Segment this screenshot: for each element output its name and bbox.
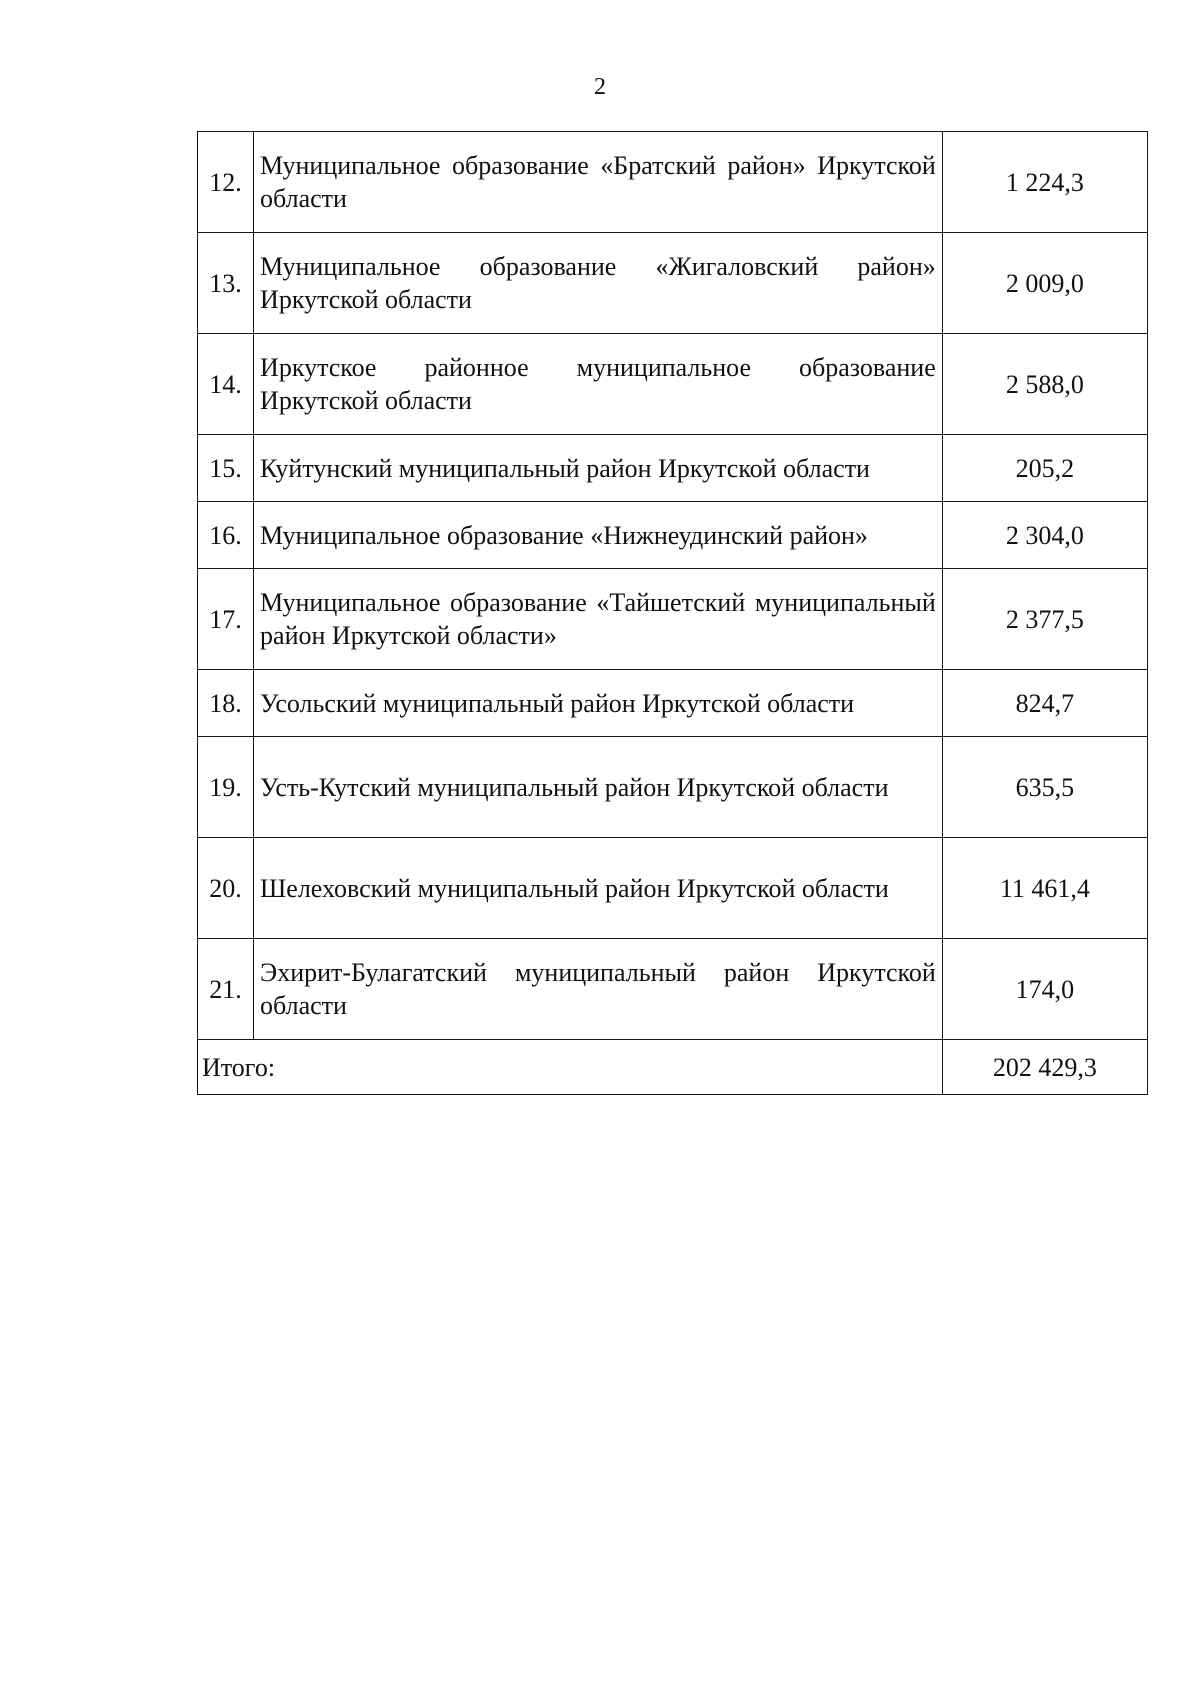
amount-value: 11 461,4 [942, 838, 1147, 939]
municipality-name: Муниципальное образование «Жигаловский район» Иркутской области [254, 233, 943, 334]
row-number: 18. [198, 670, 254, 737]
row-number: 15. [198, 435, 254, 502]
amount-value: 2 377,5 [942, 569, 1147, 670]
row-number: 13. [198, 233, 254, 334]
table-row [198, 233, 1148, 334]
amount-value: 635,5 [942, 737, 1147, 838]
municipality-name: Иркутское районное муниципальное образование Иркутской области [254, 334, 943, 435]
amount-value: 2 304,0 [942, 502, 1147, 569]
municipality-name: Шелеховский муниципальный район Иркутской области [254, 838, 943, 939]
row-number: 20. [198, 838, 254, 939]
amount-value: 2 009,0 [942, 233, 1147, 334]
table-row [198, 939, 1148, 1040]
municipality-name: Усольский муниципальный район Иркутской области [254, 670, 943, 737]
municipality-name: Эхирит-Булагатский муниципальный район Иркутской области [254, 939, 943, 1040]
amount-value: 174,0 [942, 939, 1147, 1040]
total-row [198, 1040, 1148, 1095]
row-number: 14. [198, 334, 254, 435]
amount-value: 2 588,0 [942, 334, 1147, 435]
row-number: 21. [198, 939, 254, 1040]
table-row [198, 435, 1148, 502]
amount-value: 824,7 [942, 670, 1147, 737]
municipality-name: Куйтунский муниципальный район Иркутской области [254, 435, 943, 502]
municipality-name: Усть-Кутский муниципальный район Иркутской области [254, 737, 943, 838]
table-row [198, 670, 1148, 737]
amount-value: 1 224,3 [942, 132, 1147, 233]
municipality-name: Муниципальное образование «Братский район» Иркутской области [254, 132, 943, 233]
table-row [198, 334, 1148, 435]
row-number: 17. [198, 569, 254, 670]
table-row [198, 569, 1148, 670]
allocation-table [197, 131, 1148, 1095]
table-row [198, 838, 1148, 939]
municipality-name: Муниципальное образование «Нижнеудинский район» [254, 502, 943, 569]
row-number: 12. [198, 132, 254, 233]
total-label: Итого: [198, 1040, 943, 1095]
row-number: 16. [198, 502, 254, 569]
table-row [198, 737, 1148, 838]
table-row [198, 502, 1148, 569]
row-number: 19. [198, 737, 254, 838]
municipality-name: Муниципальное образование «Тайшетский муниципальный район Иркутской области» [254, 569, 943, 670]
page-number: 2 [594, 74, 606, 100]
total-value: 202 429,3 [942, 1040, 1147, 1095]
amount-value: 205,2 [942, 435, 1147, 502]
table-row [198, 132, 1148, 233]
